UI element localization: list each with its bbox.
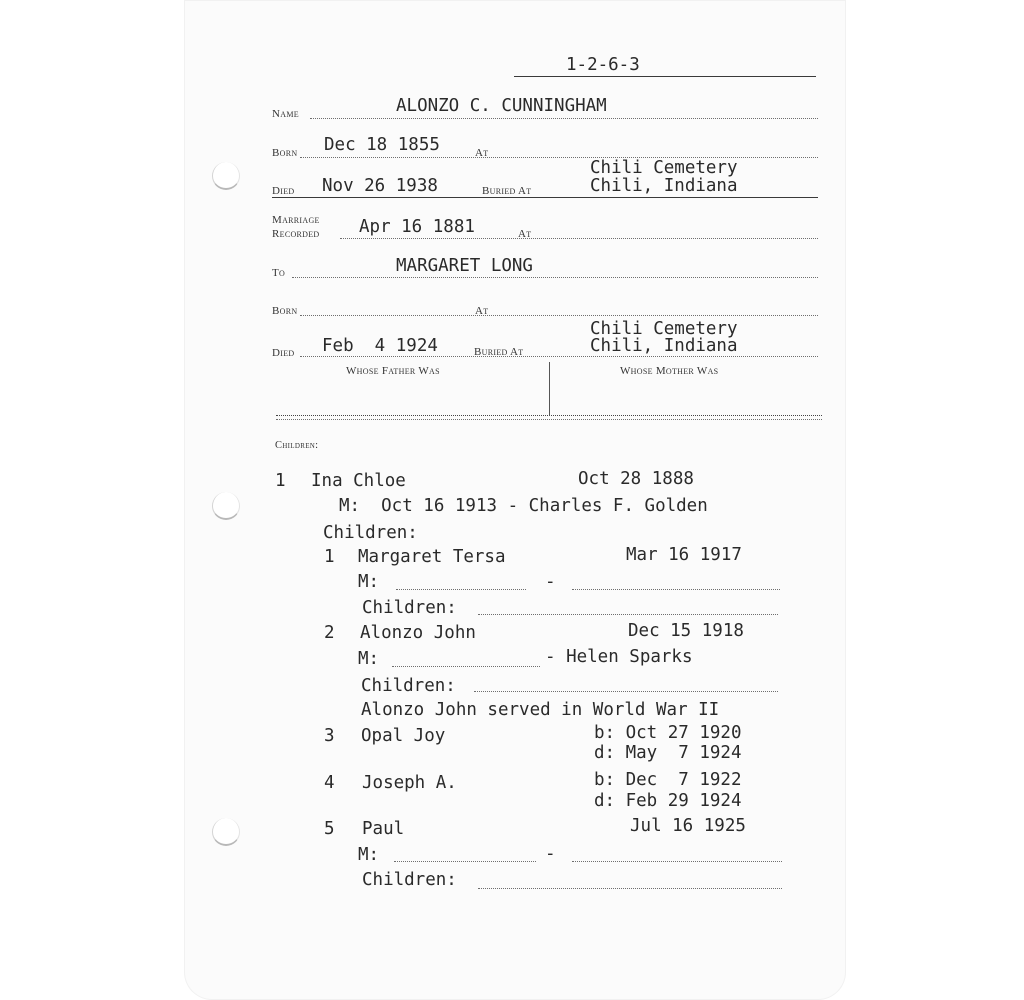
gc-2-spouse: - Helen Sparks: [545, 647, 693, 667]
child-1-date: Oct 28 1888: [578, 469, 694, 489]
gc-2-name: Alonzo John: [360, 623, 476, 643]
gc-1-spouse-line: [572, 589, 780, 590]
buried-at-label: Buried At: [482, 185, 532, 197]
parents-line: [276, 415, 822, 416]
gc-5-children-label: Children:: [362, 870, 457, 890]
spouse-born-label: Born: [272, 305, 298, 317]
gc-3-died: d: May 7 1924: [594, 743, 742, 763]
gc-5-spouse-line: [572, 861, 782, 862]
spouse-buried-at-label: Buried At: [474, 346, 524, 358]
gc-2-date: Dec 15 1918: [628, 621, 744, 641]
died-line: [272, 197, 818, 198]
to-label: To: [272, 267, 286, 279]
binder-hole: [212, 818, 240, 846]
card-number: 1-2-6-3: [566, 55, 640, 75]
spouse-died-label: Died: [272, 347, 295, 359]
parents-line-2: [276, 419, 822, 420]
parents-divider: [549, 362, 550, 416]
gc-5-m-line: [394, 861, 536, 862]
born-at-label: At: [475, 147, 489, 159]
gc-5-name: Paul: [362, 819, 405, 839]
spouse-died-date: Feb 4 1924: [322, 336, 438, 356]
person-buried-line1: Chili Cemetery: [590, 158, 738, 178]
marriage-recorded-date: Apr 16 1881: [359, 217, 475, 237]
gc-2-children-label: Children:: [361, 676, 456, 696]
gc-1-m-label: M:: [358, 572, 380, 592]
gc-4-died: d: Feb 29 1924: [594, 791, 742, 811]
gc-4-born: b: Dec 7 1922: [594, 770, 742, 790]
person-died-date: Nov 26 1938: [322, 176, 438, 196]
to-line: [292, 277, 818, 278]
whose-father-label: Whose Father Was: [346, 365, 440, 377]
spouse-name: MARGARET LONG: [396, 256, 533, 276]
gc-5-number: 5: [324, 819, 335, 839]
gc-1-children-line: [478, 614, 778, 615]
spouse-born-at-label: At: [475, 305, 489, 317]
gc-2-m-label: M:: [358, 649, 380, 669]
card-number-rule: [514, 76, 816, 77]
gc-1-number: 1: [324, 547, 335, 567]
person-name: ALONZO C. CUNNINGHAM: [396, 96, 607, 116]
whose-mother-label: Whose Mother Was: [620, 365, 719, 377]
gc-1-m-line: [396, 589, 526, 590]
child-1-number: 1: [275, 471, 286, 491]
binder-hole: [212, 162, 240, 190]
gc-2-children-line: [474, 691, 778, 692]
spouse-died-line: [300, 356, 818, 357]
gc-5-m-label: M:: [358, 845, 380, 865]
gc-2-note: Alonzo John served in World War II: [361, 700, 720, 720]
gc-3-born: b: Oct 27 1920: [594, 723, 742, 743]
person-buried-line2: Chili, Indiana: [590, 176, 738, 196]
gc-3-number: 3: [324, 726, 335, 746]
gc-1-children-label: Children:: [362, 598, 457, 618]
marriage-label-line1: Marriage: [272, 214, 320, 226]
name-label: Name: [272, 108, 299, 120]
child-1-name: Ina Chloe: [311, 471, 406, 491]
gc-2-number: 2: [324, 623, 335, 643]
person-born-date: Dec 18 1855: [324, 135, 440, 155]
born-label: Born: [272, 147, 298, 159]
gc-4-number: 4: [324, 773, 335, 793]
spouse-born-line: [300, 315, 818, 316]
gc-5-dash: -: [545, 844, 556, 864]
gc-5-children-line: [478, 888, 782, 889]
spouse-buried-line2: Chili, Indiana: [590, 336, 738, 356]
spouse-buried-line1: Chili Cemetery: [590, 319, 738, 339]
born-line: [300, 157, 818, 158]
gc-1-dash: -: [545, 572, 556, 592]
child-1-children-label: Children:: [323, 523, 418, 543]
binder-hole: [212, 492, 240, 520]
name-line: [310, 118, 818, 119]
gc-4-name: Joseph A.: [362, 773, 457, 793]
marriage-line: [340, 238, 818, 239]
gc-3-name: Opal Joy: [361, 726, 446, 746]
children-header: Children:: [275, 440, 319, 451]
died-label: Died: [272, 185, 295, 197]
child-1-marriage: M: Oct 16 1913 - Charles F. Golden: [339, 496, 708, 516]
gc-1-date: Mar 16 1917: [626, 545, 742, 565]
marriage-at-label: At: [518, 228, 532, 240]
gc-1-name: Margaret Tersa: [358, 547, 506, 567]
gc-2-m-line: [392, 666, 540, 667]
gc-5-date: Jul 16 1925: [630, 816, 746, 836]
marriage-label-line2: Recorded: [272, 228, 320, 240]
